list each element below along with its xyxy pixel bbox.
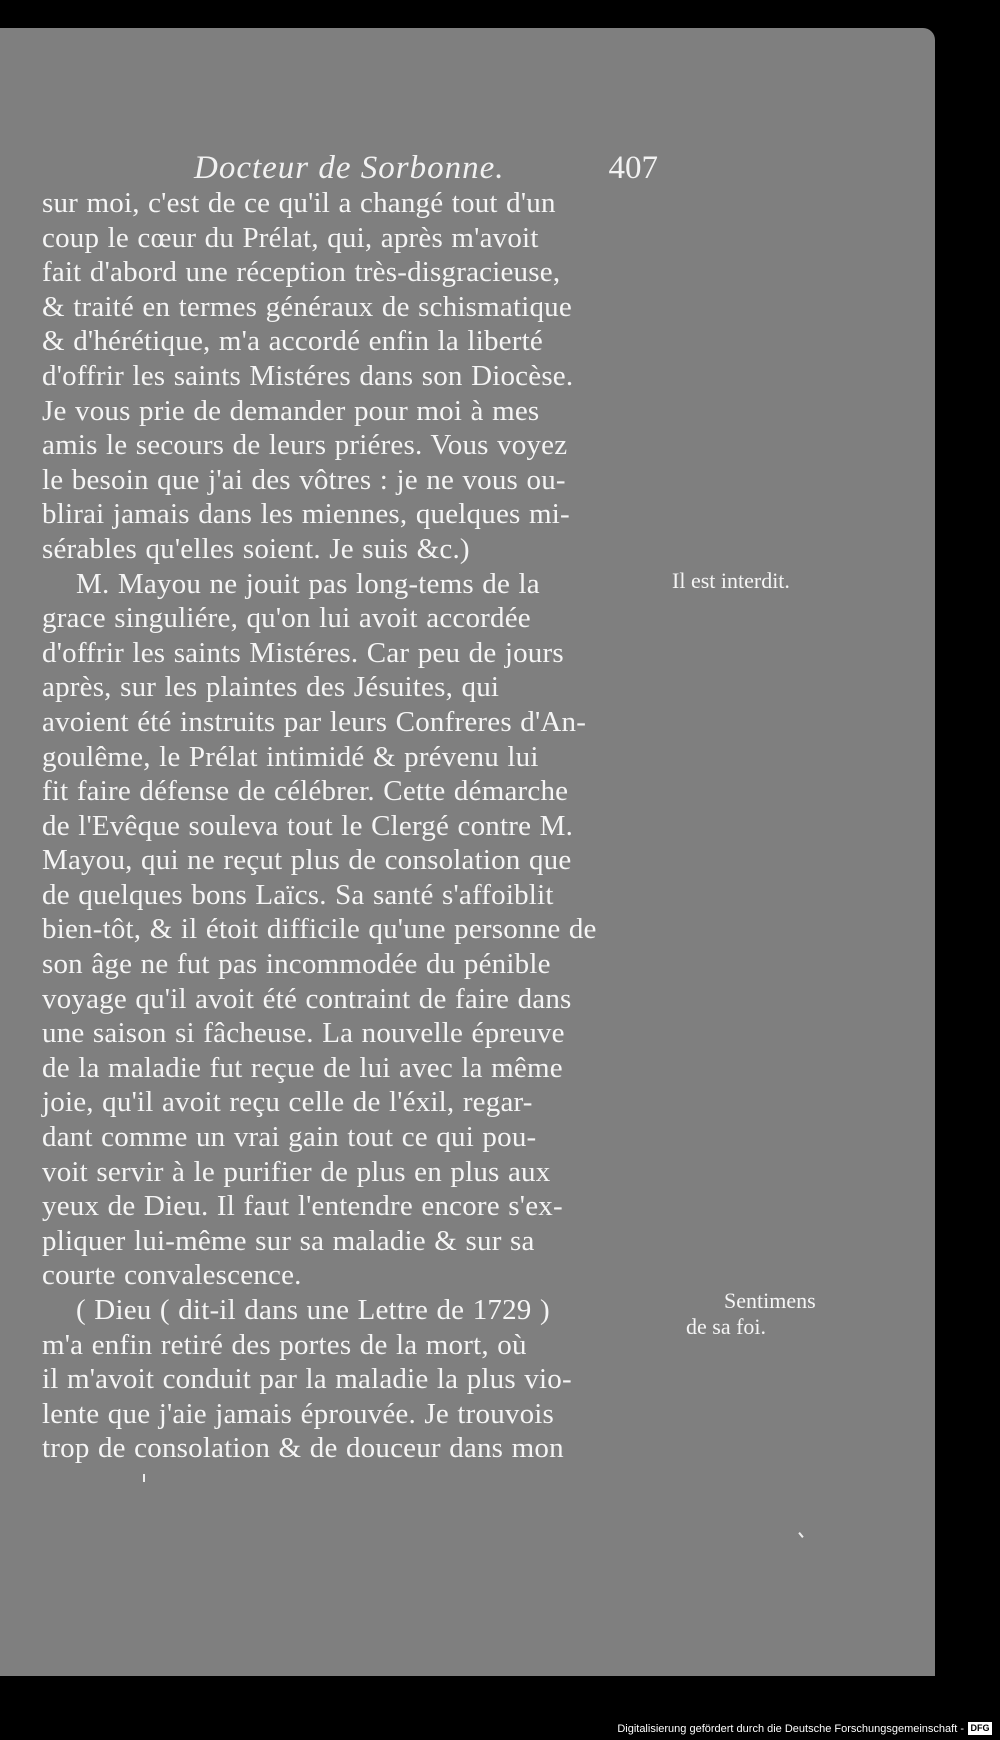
text-line: & traité en termes généraux de schismatique — [42, 290, 572, 323]
body-text — [42, 186, 662, 1466]
text-line: le besoin que j'ai des vôtres : je ne vous ou- — [42, 463, 566, 496]
text-line: fit faire défense de célébrer. Cette démarche — [42, 775, 569, 808]
text-line: joie, qu'il avoit reçu celle de l'éxil, regar- — [42, 1086, 533, 1119]
text-line: Je vous prie de demander pour moi à mes — [42, 394, 540, 427]
text-line: Mayou, qui ne reçut plus de consolation que — [42, 844, 572, 877]
text-line: coup le cœur du Prélat, qui, après m'avoit — [42, 221, 539, 254]
text-line: lente que j'aie jamais éprouvée. Je trouvois — [42, 1397, 555, 1430]
text-line: voyage qu'il avoit été contraint de faire dans — [42, 982, 572, 1015]
running-head — [190, 150, 670, 190]
text-line: de quelques bons Laïcs. Sa santé s'affoiblit — [42, 878, 554, 911]
text-line: sur moi, c'est de ce qu'il a changé tout d'un — [42, 187, 556, 219]
text-line-paragraph-start: ( Dieu ( dit-il dans une Lettre de 1729 ) — [76, 1294, 550, 1326]
text-line: sérables qu'elles soient. Je suis &c.) — [42, 532, 470, 565]
text-line: bien-tôt, & il étoit difficile qu'une personne de — [42, 913, 597, 946]
margin-note-interdit: Il est interdit. — [672, 568, 790, 593]
running-title: Docteur de Sorbonne. — [194, 150, 505, 186]
margin-note-de-sa-foi: de sa foi. — [686, 1314, 767, 1339]
text-line: de l'Evêque souleva tout le Clergé contre M. — [42, 809, 574, 842]
text-line: courte convalescence. — [42, 1259, 302, 1292]
text-line: après, sur les plaintes des Jésuites, qui — [42, 671, 500, 704]
text-line: & d'hérétique, m'a accordé enfin la liberté — [42, 325, 543, 358]
text-line-paragraph-start: M. Mayou ne jouit pas long-tems de la — [76, 567, 540, 600]
text-line: une saison si fâcheuse. La nouvelle épreuve — [42, 1017, 565, 1050]
text-line: d'offrir les saints Mistéres dans son Diocèse. — [42, 359, 574, 392]
text-line: trop de consolation & de douceur dans mon — [42, 1432, 564, 1465]
text-line: fait d'abord une réception très-disgracieuse, — [42, 256, 561, 289]
digitization-credit: Digitalisierung gefördert durch die Deutsche Forschungsgemeinschaft - — [617, 1723, 964, 1735]
text-line: goulême, le Prélat intimidé & prévenu lui — [42, 740, 539, 773]
scan-speck — [143, 1474, 145, 1482]
text-line: dant comme un vrai gain tout ce qui pou- — [42, 1121, 537, 1154]
text-line: blirai jamais dans les miennes, quelques mi- — [42, 498, 570, 531]
text-line: pliquer lui-même sur sa maladie & sur sa — [42, 1224, 535, 1257]
text-line: m'a enfin retiré des portes de la mort, où — [42, 1328, 527, 1361]
text-line: il m'avoit conduit par la maladie la plus vio- — [42, 1363, 572, 1396]
text-line: grace singuliére, qu'on lui avoit accordée — [42, 602, 531, 635]
text-line: avoient été instruits par leurs Confreres d'An- — [42, 705, 587, 738]
dfg-logo-icon: DFG — [968, 1722, 992, 1735]
text-line: d'offrir les saints Mistéres. Car peu de jours — [42, 636, 564, 669]
text-line: yeux de Dieu. Il faut l'entendre encore s'ex- — [42, 1190, 563, 1223]
text-line: voit servir à le purifier de plus en plus aux — [42, 1155, 551, 1188]
text-line: son âge ne fut pas incommodée du pénible — [42, 948, 551, 981]
text-line: amis le secours de leurs priéres. Vous voyez — [42, 429, 568, 462]
margin-note-sentimens: Sentimens — [724, 1288, 816, 1313]
text-line: de la maladie fut reçue de lui avec la même — [42, 1051, 563, 1084]
page-number: 407 — [608, 150, 658, 186]
